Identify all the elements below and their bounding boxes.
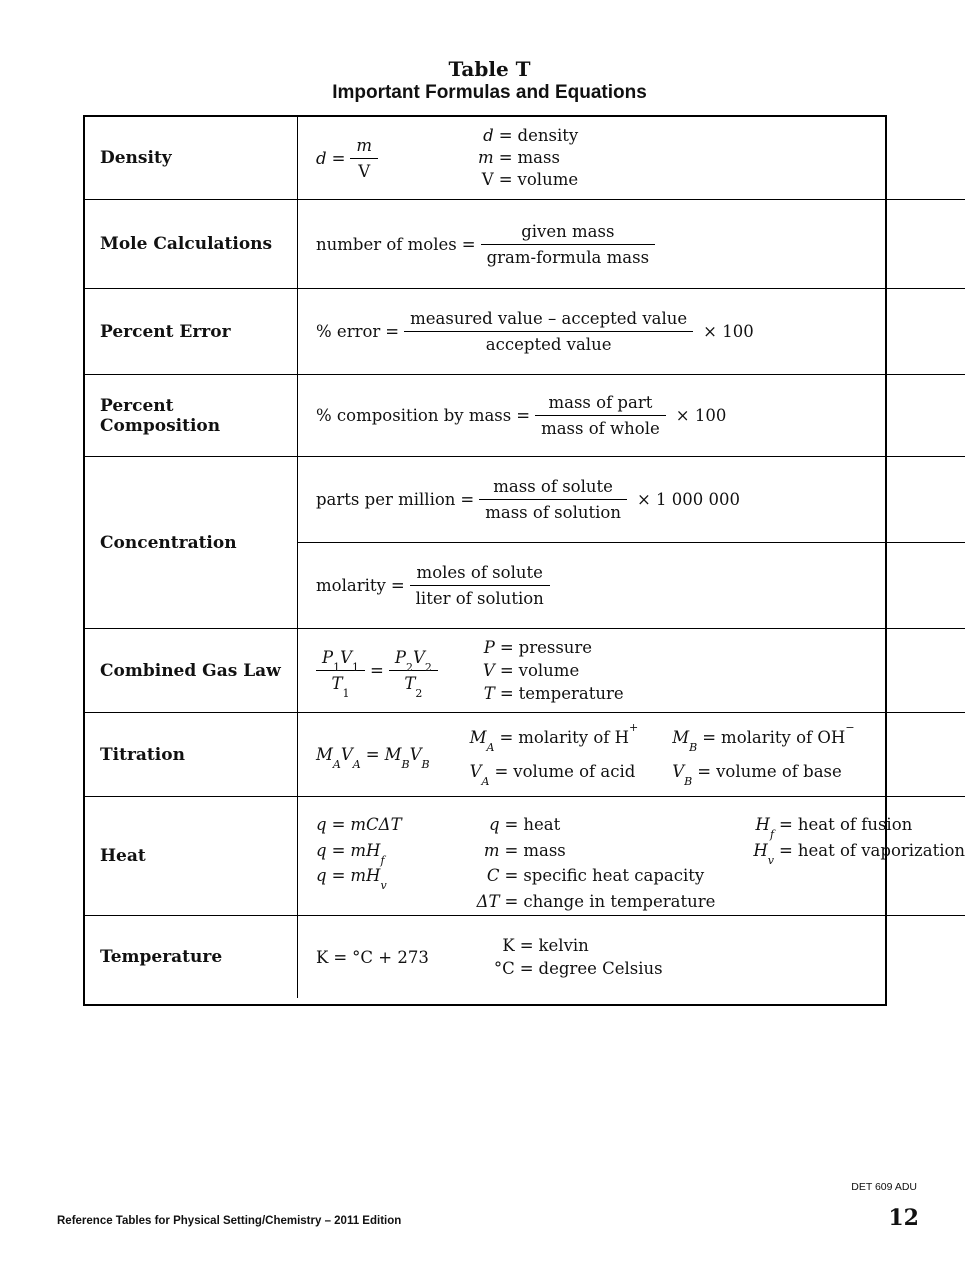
symbol-K: K [316,947,329,967]
definition-text: volume of base [716,761,842,781]
definition-symbol: C [486,866,500,885]
row-percent-error-label: Percent Error [85,288,298,374]
equals-sign: = [498,126,513,145]
percent-error-lhs: % error [316,322,381,341]
variable-V: V [340,648,353,667]
definition-text: volume [518,661,580,680]
definition-symbol: K [502,936,515,955]
definition-symbol: T [483,684,495,703]
definition-text: temperature [518,684,624,703]
equals-sign: = [519,959,534,978]
equals-sign: = [390,576,405,595]
variable-H: H [753,840,768,860]
variable-H: H [755,815,770,834]
definition-text: volume [517,170,579,189]
fraction-numerator: m [350,136,378,159]
definition-text: change in temperature [523,891,716,911]
gas-law-fraction-2 [389,648,438,701]
definition-symbol: V [481,170,494,189]
variable-V: V [340,745,353,764]
mole-lhs: number of moles [316,234,457,254]
subscript: f [769,828,775,842]
subscript: 2 [424,661,432,675]
definition-symbol: q [488,815,500,834]
multiplier: × 100 [703,322,754,341]
equals-sign: = [385,322,400,341]
row-mole-label: Mole Calculations [85,199,298,288]
density-fraction [350,136,378,181]
temperature-definitions [494,934,663,980]
heat-definitions-left [477,812,716,914]
definition-text: density [517,126,579,145]
row-percent-composition-formula-cell [298,374,965,456]
fraction-denominator [316,671,365,701]
subscript: 1 [342,687,350,701]
row-concentration-label: Concentration [85,456,298,628]
subscript: 1 [333,661,341,675]
percent-error-fraction [404,309,693,354]
row-heat-formula-cell [298,796,965,915]
subscript: B [689,740,698,754]
definition-text: molarity of OH [721,727,846,747]
equals-sign: = [499,661,514,680]
fraction-denominator: V [358,161,371,181]
equals-sign: = [331,840,346,860]
equals-sign: = [365,745,380,764]
definition-symbol: °C [493,959,515,978]
row-temperature-label: Temperature [85,915,298,998]
temperature-rhs: °C + 273 [352,947,429,967]
equals-sign: = [460,490,475,509]
heat-rhs: mH [350,866,381,885]
fraction-denominator: mass of solution [485,503,621,522]
molarity-fraction [410,563,550,608]
variable-T: T [404,674,416,693]
equals-sign: = [516,406,531,425]
fraction-numerator: given mass [481,222,656,245]
equals-sign: = [331,815,346,834]
subscript: B [684,774,693,788]
density-lhs: d [316,148,327,168]
equals-sign: = [498,170,513,189]
formulas-table [83,115,966,1006]
row-concentration-molarity-cell [298,542,965,628]
row-density-formula-cell [298,117,965,199]
subscript: A [352,758,361,772]
fraction-denominator: liter of solution [415,589,544,608]
row-gas-law-formula-cell [298,628,965,712]
molarity-lhs: molarity [316,576,386,595]
heat-formula-3 [316,863,402,893]
mole-formula [316,222,655,267]
ppm-lhs: parts per million [316,490,456,509]
footer-edition-title: Reference Tables for Physical Setting/Chemistry – 2011 Edition [57,1215,402,1227]
density-formula [316,136,378,181]
equals-sign: = [333,947,348,967]
molarity-formula [316,563,550,608]
page-number: 12 [888,1205,919,1231]
footer-document-code: DET 609 ADU [851,1181,917,1193]
multiplier: × 1 000 000 [636,490,741,509]
subscript: v [380,879,387,893]
heat-rhs: mH [350,840,381,860]
row-density-label: Density [85,117,298,199]
gas-law-formula [316,648,438,701]
row-percent-error-formula-cell [298,288,965,374]
ppm-fraction [479,477,627,522]
superscript: + [629,721,639,734]
equals-sign: = [504,815,519,834]
definition-symbol: M [672,727,690,747]
table-title: Table T [448,57,531,81]
heat-rhs: mCΔT [350,815,402,834]
subscript: f [380,853,385,867]
row-mole-formula-cell [298,199,965,288]
variable-q: q [316,840,327,860]
titration-definitions [469,721,855,788]
gas-law-fraction-1 [316,648,365,701]
heat-formula-1 [316,812,402,838]
equals-sign: = [499,684,514,703]
subscript: 1 [352,661,360,675]
fraction-numerator [389,648,438,675]
variable-M: M [316,745,333,764]
variable-q: q [316,815,327,834]
equals-sign: = [779,840,793,860]
subscript: A [481,774,490,788]
equals-sign: = [504,866,519,885]
fraction-denominator: mass of whole [541,419,660,438]
equals-sign: = [498,148,513,167]
variable-P: P [322,648,334,667]
definition-symbol: V [469,761,482,781]
definition-symbol: m [478,148,494,167]
variable-T: T [331,674,343,693]
percent-composition-formula [316,393,726,438]
definition-text: heat of vaporization [797,840,966,860]
row-concentration-ppm-cell [298,456,965,542]
equals-sign: = [370,661,384,680]
variable-V: V [409,745,422,764]
row-gas-law-label: Combined Gas Law [85,628,298,712]
definition-symbol [755,812,775,842]
definition-symbol: M [469,727,487,747]
subscript: 2 [415,687,423,701]
definition-line [469,761,639,788]
percent-composition-fraction [535,393,666,438]
fraction-denominator [389,671,438,701]
equals-sign: = [697,761,712,781]
definition-symbol: ΔT [476,891,500,911]
table-subtitle: Important Formulas and Equations [332,82,647,103]
titration-formula [316,745,430,772]
definition-symbol [753,838,775,867]
equals-sign: = [702,727,717,747]
temperature-formula [316,948,429,967]
definition-text: mass [517,148,560,167]
variable-q: q [316,866,327,885]
percent-error-formula [316,309,754,354]
subscript: 2 [405,661,413,675]
definition-line [672,761,854,788]
fraction-denominator: gram-formula mass [486,247,650,267]
variable-V: V [412,648,425,667]
definition-symbol: d [483,126,494,145]
equals-sign: = [494,761,509,781]
fraction-numerator: mass of part [535,393,666,416]
heat-definitions-right [753,812,966,867]
fraction-denominator: accepted value [485,335,612,354]
definition-symbol: m [483,840,500,860]
ppm-formula [316,477,740,522]
definition-line [672,721,855,754]
definition-text: specific heat capacity [523,866,705,885]
definition-text: pressure [518,638,593,657]
mole-fraction [481,222,656,267]
equals-sign: = [504,840,519,860]
fraction-numerator: moles of solute [410,563,550,586]
heat-definitions [477,812,965,914]
definition-text: mass [523,840,566,860]
equals-sign: = [331,148,346,168]
title-block [0,57,979,105]
gas-law-definitions [483,636,624,705]
heat-formulas [316,812,402,893]
equals-sign: = [461,234,476,254]
subscript: B [421,758,430,772]
variable-M: M [384,745,402,764]
subscript: A [332,758,341,772]
fraction-numerator: mass of solute [479,477,627,500]
row-titration-formula-cell [298,712,965,796]
equals-sign: = [331,866,346,885]
subscript: B [401,758,410,772]
definition-symbol: P [483,638,495,657]
row-heat-label: Heat [85,796,298,915]
superscript: − [845,721,855,734]
definition-text: kelvin [538,936,589,955]
fraction-numerator: measured value – accepted value [404,309,693,332]
row-percent-composition-label: Percent Composition [85,374,298,456]
heat-formula-2 [316,838,402,867]
row-titration-label: Titration [85,712,298,796]
equals-sign: = [499,638,514,657]
definition-symbol: V [482,661,495,680]
definition-text: degree Celsius [538,959,663,978]
density-definitions [478,125,578,191]
row-temperature-formula-cell [298,915,965,998]
definition-text: molarity of H [518,727,629,747]
definition-text: heat [523,815,561,834]
multiplier: × 100 [675,406,727,425]
fraction-numerator [316,648,365,675]
equals-sign: = [779,815,793,834]
equals-sign: = [519,936,534,955]
equals-sign: = [499,727,514,747]
definition-text: volume of acid [513,761,636,781]
variable-P: P [394,648,406,667]
percent-composition-lhs: % composition by mass [316,406,512,425]
definition-text: heat of fusion [797,815,913,834]
subscript: A [486,740,495,754]
subscript: v [767,853,775,867]
equals-sign: = [504,891,519,911]
definition-line [469,721,639,754]
definition-symbol: V [672,761,685,781]
